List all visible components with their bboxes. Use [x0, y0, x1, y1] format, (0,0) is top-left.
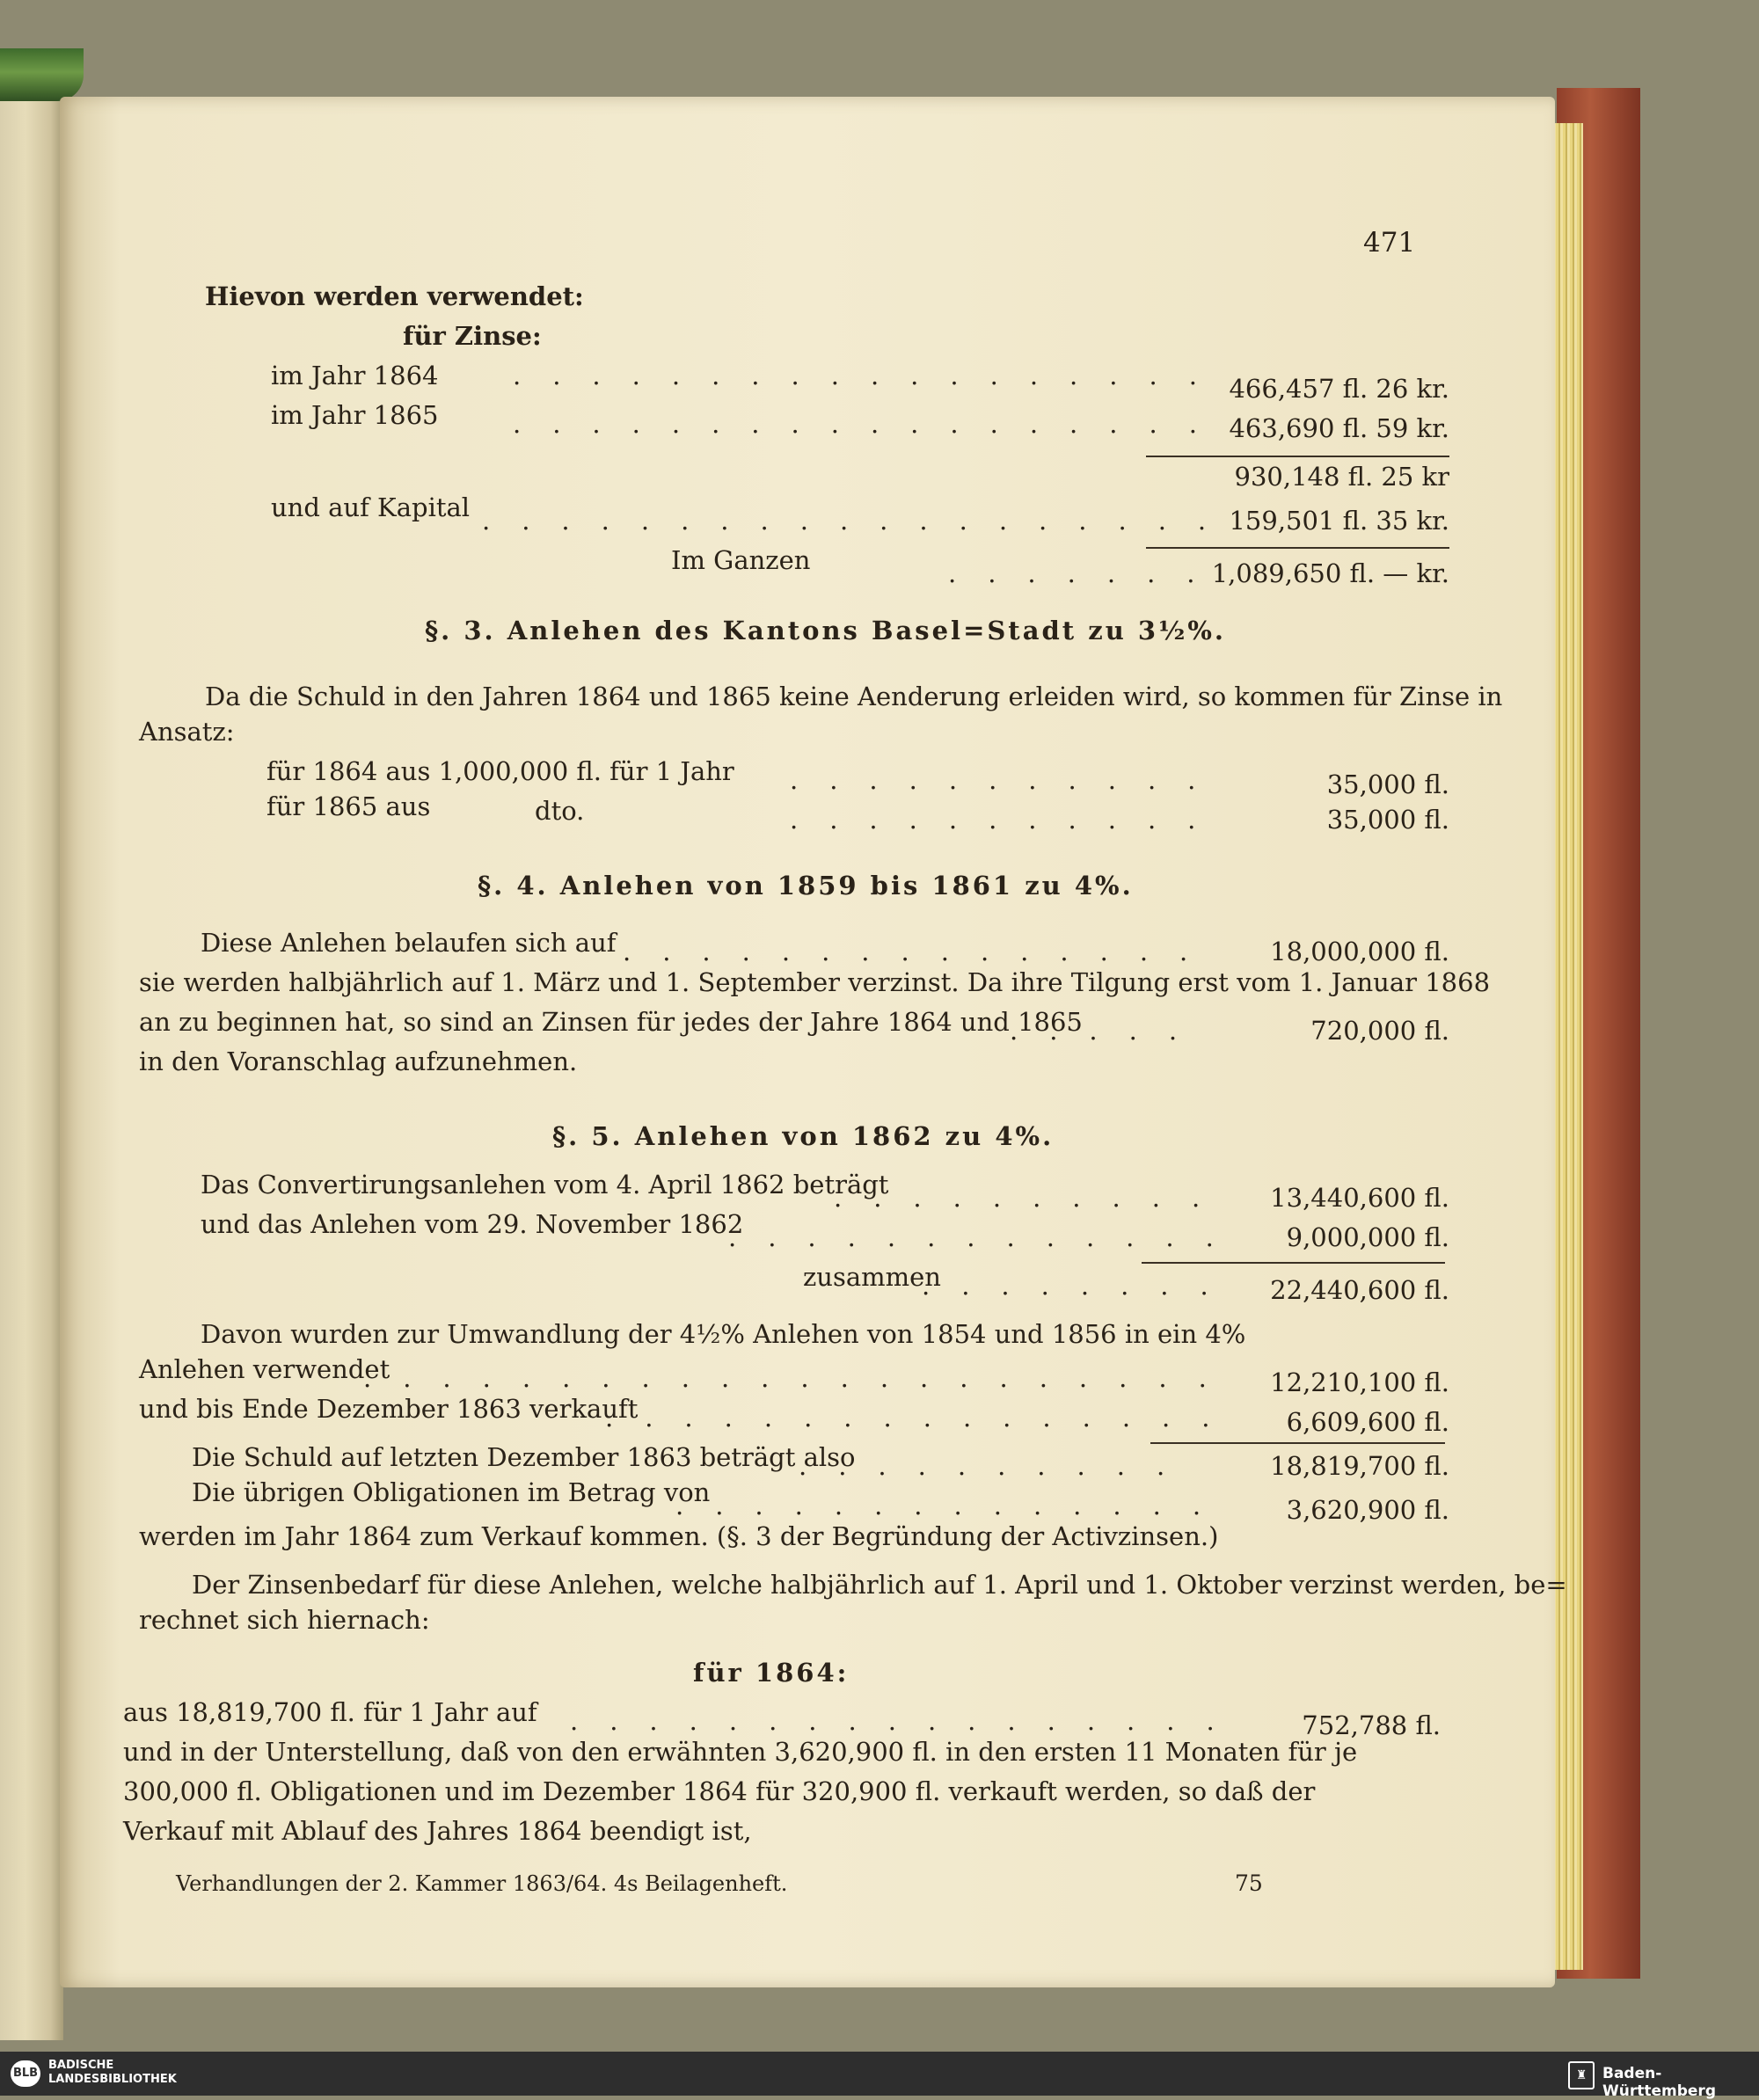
leader-dots: ........	[922, 1271, 1240, 1301]
text-s5-l12: aus 18,819,700 fl. für 1 Jahr auf	[123, 1697, 537, 1727]
value-s3-r2: 35,000 fl.	[1326, 805, 1449, 835]
leader-dots: ..........	[799, 1451, 1197, 1481]
library-name	[48, 2059, 177, 2087]
text-fuer-zinse: für Zinse:	[403, 321, 542, 351]
text-s4-l3: an zu beginnen hat, so sind an Zinsen für jedes der Jahre 1864 und 1865	[139, 1007, 1083, 1037]
leader-dots: .............	[728, 1222, 1245, 1252]
text-s5-l6: und bis Ende Dezember 1863 verkauft	[139, 1394, 639, 1424]
page-footer-left: Verhandlungen der 2. Kammer 1863/64. 4s Beilagenheft.	[176, 1871, 788, 1896]
value-kapital: 159,501 fl. 35 kr.	[1229, 506, 1449, 536]
heading-section-5: §. 5. Anlehen von 1862 zu 4%.	[552, 1121, 1055, 1151]
value-s5-l5: 12,210,100 fl.	[1270, 1367, 1449, 1397]
text-s5-l15: Verkauf mit Ablauf des Jahres 1864 beendigt ist,	[123, 1816, 752, 1846]
value-1865: 463,690 fl. 59 kr.	[1229, 413, 1449, 443]
value-s5-l2: 9,000,000 fl.	[1286, 1222, 1449, 1252]
value-s5-l1: 13,440,600 fl.	[1270, 1183, 1449, 1213]
value-s4-l3: 720,000 fl.	[1310, 1016, 1449, 1046]
leader-dots: ..................	[513, 361, 1229, 390]
leader-dots: ..................	[513, 409, 1229, 439]
text-s3-r2b: dto.	[535, 796, 585, 826]
text-s5-l14: 300,000 fl. Obligationen und im Dezember 1864 für 320,900 fl. verkauft werden, so daß der	[123, 1776, 1316, 1806]
text-s5-l4: Davon wurden zur Umwandlung der 4½% Anlehen von 1854 und 1856 in ein 4%	[201, 1319, 1246, 1349]
value-s5-l12: 752,788 fl.	[1302, 1710, 1441, 1740]
text-s3-p1b: Ansatz:	[139, 717, 235, 747]
heading-section-3: §. 3. Anlehen des Kantons Basel=Stadt zu 3½%.	[425, 616, 1226, 645]
sum-rule	[1142, 1262, 1445, 1264]
library-bar	[0, 2052, 1759, 2100]
text-s3-r2a: für 1865 aus	[266, 791, 431, 821]
leader-dots: .....	[1010, 1016, 1209, 1046]
leader-dots: ..........	[834, 1183, 1232, 1213]
left-page-edge	[0, 62, 63, 2040]
value-s4-l1: 18,000,000 fl.	[1270, 937, 1449, 966]
text-s5-l5: Anlehen verwendet	[139, 1354, 390, 1384]
text-s5-l2: und das Anlehen vom 29. November 1862	[201, 1209, 744, 1239]
text-s5-l8: Die übrigen Obligationen im Betrag von	[192, 1477, 711, 1507]
page-footer-number: 75	[1235, 1870, 1263, 1896]
leader-dots: ................	[605, 1403, 1242, 1433]
text-s5-l10: Der Zinsenbedarf für diese Anlehen, welche halbjährlich auf 1. April und 1. Oktober verzinst werden, be=	[192, 1570, 1567, 1600]
text-s5-l7: Die Schuld auf letzten Dezember 1863 beträgt also	[192, 1442, 856, 1472]
coat-of-arms-icon: ♜	[1568, 2061, 1595, 2089]
text-s5-zusammen: zusammen	[803, 1262, 941, 1292]
text-hievon: Hievon werden verwendet:	[205, 281, 584, 311]
value-im-ganzen: 1,089,650 fl. — kr.	[1211, 558, 1449, 588]
sum-rule	[1146, 456, 1449, 457]
leader-dots: .......	[948, 558, 1227, 588]
text-s5-l1: Das Convertirungsanlehen vom 4. April 1862 beträgt	[201, 1170, 889, 1199]
text-jahr-1865: im Jahr 1865	[271, 400, 439, 430]
leader-dots: ...........	[790, 765, 1228, 795]
text-s5-l13: und in der Unterstellung, daß von den erwähnten 3,620,900 fl. in den ersten 11 Monaten für je	[123, 1737, 1358, 1767]
text-s3-p1a: Da die Schuld in den Jahren 1864 und 1865 keine Aenderung erleiden wird, so kommen für Zinse in	[205, 682, 1503, 711]
scanned-page	[60, 97, 1567, 1987]
value-s3-r1: 35,000 fl.	[1326, 769, 1449, 799]
value-sum-zinse: 930,148 fl. 25 kr	[1234, 462, 1449, 492]
state-name: Baden-Württemberg	[1602, 2065, 1716, 2100]
text-im-ganzen: Im Ganzen	[671, 545, 811, 575]
library-name-line1: BADISCHE	[48, 2059, 114, 2072]
leader-dots: ...........	[790, 805, 1228, 835]
text-s5-l9: werden im Jahr 1864 zum Verkauf kommen. (§. 3 der Begründung der Activzinsen.)	[139, 1521, 1219, 1551]
value-s5-l7: 18,819,700 fl.	[1270, 1451, 1449, 1481]
text-s5-l11: rechnet sich hiernach:	[139, 1605, 430, 1635]
text-jahr-1864: im Jahr 1864	[271, 361, 439, 390]
leader-dots: ...............	[623, 937, 1220, 966]
blb-logo[interactable]: BLB	[11, 2060, 40, 2087]
text-s4-l1: Diese Anlehen belaufen sich auf	[201, 928, 617, 958]
value-1864: 466,457 fl. 26 kr.	[1229, 374, 1449, 404]
text-s3-r1: für 1864 aus 1,000,000 fl. für 1 Jahr	[266, 756, 734, 786]
leader-dots: ..............	[675, 1491, 1233, 1520]
value-s5-l6: 6,609,600 fl.	[1286, 1407, 1449, 1437]
text-s4-l2: sie werden halbjährlich auf 1. März und 1. September verzinst. Da ihre Tilgung erst vom 1. Januar 1868	[139, 967, 1491, 997]
heading-section-4: §. 4. Anlehen von 1859 bis 1861 zu 4%.	[478, 871, 1134, 901]
value-s5-zusammen: 22,440,600 fl.	[1270, 1275, 1449, 1305]
leader-dots: ...................	[482, 506, 1238, 536]
sum-rule	[1146, 547, 1449, 549]
value-s5-l8: 3,620,900 fl.	[1286, 1495, 1449, 1525]
sum-rule	[1150, 1442, 1445, 1444]
page-number: 471	[1363, 227, 1416, 259]
text-kapital: und auf Kapital	[271, 492, 471, 522]
text-s4-l4: in den Voranschlag aufzunehmen.	[139, 1046, 578, 1076]
book-ribbon	[0, 48, 84, 101]
leader-dots: ......................	[363, 1363, 1238, 1393]
library-name-line2: LANDESBIBLIOTHEK	[48, 2073, 177, 2086]
leader-dots: .................	[570, 1706, 1246, 1736]
subheading-fuer-1864: für 1864:	[693, 1658, 850, 1688]
